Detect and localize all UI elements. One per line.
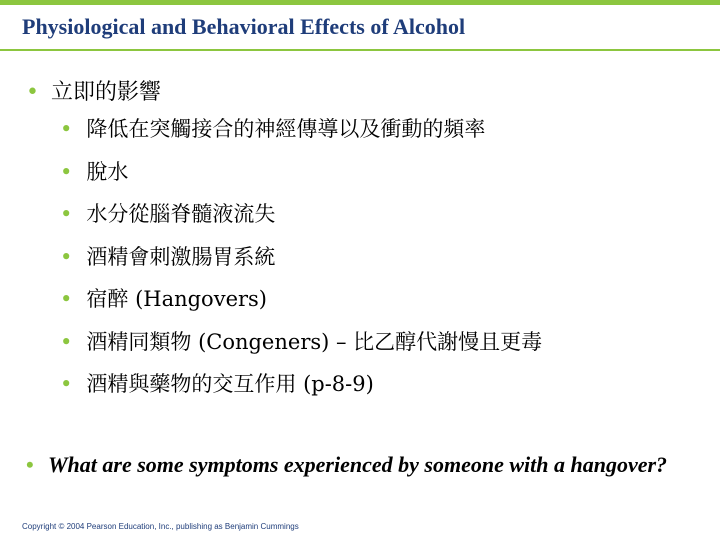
bullet-icon: • (60, 117, 73, 141)
list-item (60, 113, 542, 156)
bullet-icon: • (26, 452, 34, 477)
top-accent-bar (0, 0, 720, 5)
main-heading-text: 立即的影響 (50, 80, 161, 105)
main-heading (26, 75, 161, 106)
bullet-icon: • (60, 244, 73, 269)
question-text: What are some symptoms experienced by someone with a hangover? (48, 452, 668, 477)
list-item-text: 酒精與藥物的交互作用 (p-8-9) (86, 372, 374, 396)
sub-list (60, 113, 542, 411)
bullet-icon: • (60, 159, 73, 184)
list-item-text: 降低在突觸接合的神經傳導以及衝動的頻率 (86, 117, 486, 141)
bullet-icon: • (60, 202, 73, 226)
list-item (60, 326, 542, 369)
bullet-icon: • (26, 80, 39, 105)
list-item (60, 156, 542, 199)
list-item (60, 198, 542, 241)
discussion-question (26, 451, 708, 479)
title-divider (0, 49, 720, 51)
list-item-text: 宿醉 (Hangovers) (86, 287, 268, 311)
list-item (60, 368, 542, 411)
list-item-text: 脫水 (86, 159, 129, 184)
bullet-icon: • (60, 287, 73, 311)
bullet-icon: • (60, 329, 73, 354)
copyright-notice: Copyright © 2004 Pearson Education, Inc., publishing as Benjamin Cummings (22, 522, 299, 531)
slide-title: Physiological and Behavioral Effects of Alcohol (22, 14, 466, 39)
list-item-text: 水分從腦脊髓液流失 (86, 202, 276, 226)
list-item-text: 酒精會刺激腸胃系統 (86, 244, 276, 269)
list-item-text: 酒精同類物 (Congeners) – 比乙醇代謝慢且更毒 (86, 329, 543, 354)
list-item (60, 241, 542, 284)
bullet-icon: • (60, 372, 73, 396)
list-item (60, 283, 542, 326)
